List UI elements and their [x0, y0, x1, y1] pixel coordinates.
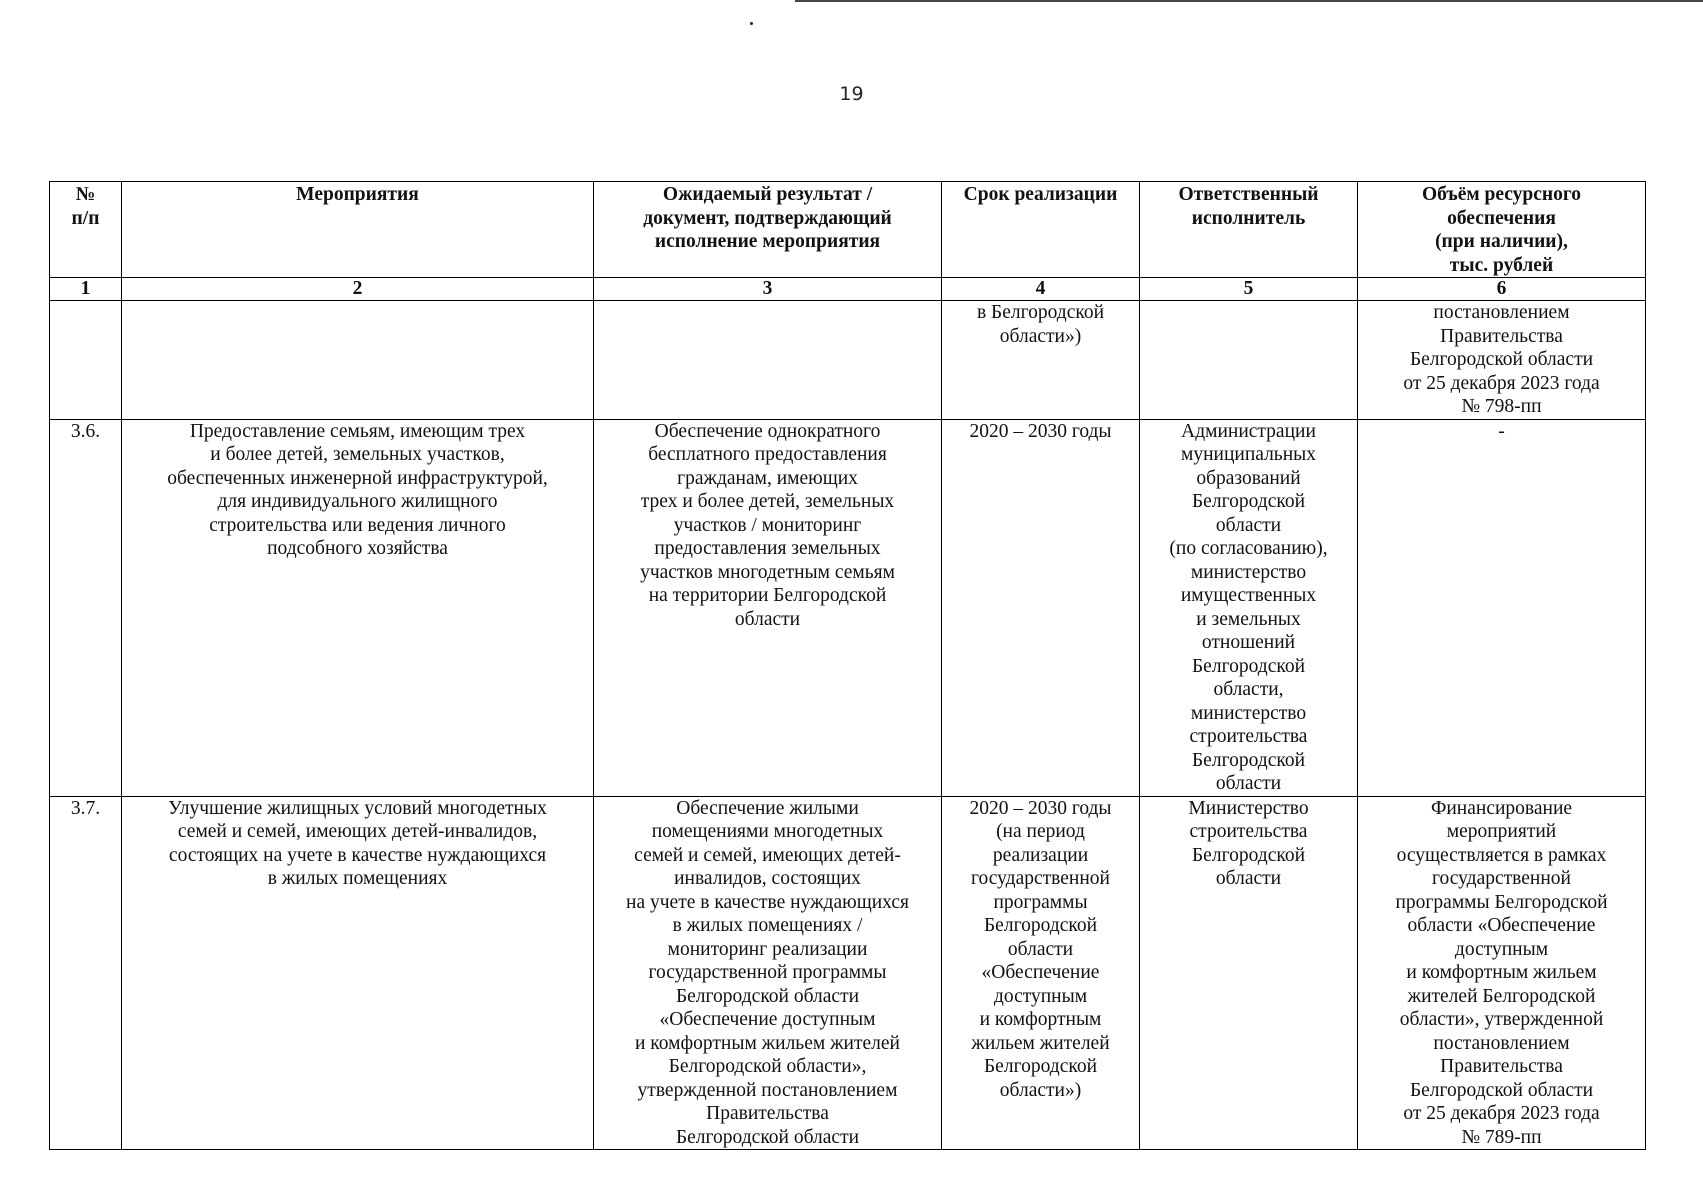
funding-cell: постановлением Правительства Белгородской области от 25 декабря 2023 года № 798-пп — [1358, 301, 1646, 420]
funding-cell: Финансирование мероприятий осуществляется в рамках государственной программы Белгородской области «Обеспечение доступным и комфортным жильем жителей Белгородской области», утвержденной постановлением Правительства Белгородской области от 25 декабря 2023 года № 789-пп — [1358, 796, 1646, 1150]
header-activities: Мероприятия — [122, 182, 594, 278]
activity-cell — [122, 301, 594, 420]
term-cell: 2020 – 2030 годы — [942, 419, 1140, 796]
result-cell: Обеспечение жилыми помещениями многодетных семей и семей, имеющих детей- инвалидов, состоящих на учете в качестве нуждающихся в жилых помещениях / мониторинг реализации государственной программы Белгородской области «Обеспечение доступным и комфортным жильем жителей Белгородской области», утвержденной постановлением Правительства Белгородской области — [594, 796, 942, 1150]
column-number-row — [50, 278, 1646, 301]
table-header-row — [50, 182, 1646, 278]
column-number: 2 — [122, 278, 594, 301]
table-row — [50, 301, 1646, 420]
column-number: 5 — [1140, 278, 1358, 301]
term-cell: 2020 – 2030 годы (на период реализации государственной программы Белгородской области «Обеспечение доступным и комфортным жильем жителей Белгородской области») — [942, 796, 1140, 1150]
executor-cell: Министерство строительства Белгородской области — [1140, 796, 1358, 1150]
term-cell: в Белгородской области») — [942, 301, 1140, 420]
activities-table — [49, 181, 1646, 1150]
row-number-cell: 3.7. — [50, 796, 122, 1150]
column-number: 4 — [942, 278, 1140, 301]
scan-artifact-line — [795, 0, 1703, 2]
column-number: 1 — [50, 278, 122, 301]
executor-cell — [1140, 301, 1358, 420]
column-number: 6 — [1358, 278, 1646, 301]
row-number-cell: 3.6. — [50, 419, 122, 796]
table-row — [50, 419, 1646, 796]
header-funding: Объём ресурсного обеспечения (при наличии), тыс. рублей — [1358, 182, 1646, 278]
row-number-cell — [50, 301, 122, 420]
header-number: № п/п — [50, 182, 122, 278]
result-cell — [594, 301, 942, 420]
executor-cell: Администрации муниципальных образований Белгородской области (по согласованию), министерство имущественных и земельных отношений Белгородской области, министерство строительства Белгородской области — [1140, 419, 1358, 796]
header-executor: Ответственный исполнитель — [1140, 182, 1358, 278]
page-number: 19 — [839, 83, 864, 105]
activity-cell: Предоставление семьям, имеющим трех и более детей, земельных участков, обеспеченных инженерной инфраструктурой, для индивидуального жилищного строительства или ведения личного подсобного хозяйства — [122, 419, 594, 796]
column-number: 3 — [594, 278, 942, 301]
result-cell: Обеспечение однократного бесплатного предоставления гражданам, имеющих трех и более детей, земельных участков / мониторинг предоставления земельных участков многодетным семьям на территории Белгородской области — [594, 419, 942, 796]
table-row — [50, 796, 1646, 1150]
activity-cell: Улучшение жилищных условий многодетных семей и семей, имеющих детей-инвалидов, состоящих на учете в качестве нуждающихся в жилых помещениях — [122, 796, 594, 1150]
header-term: Срок реализации — [942, 182, 1140, 278]
scan-artifact-dot — [750, 22, 753, 25]
header-expected-result: Ожидаемый результат / документ, подтверждающий исполнение мероприятия — [594, 182, 942, 278]
funding-cell: - — [1358, 419, 1646, 796]
